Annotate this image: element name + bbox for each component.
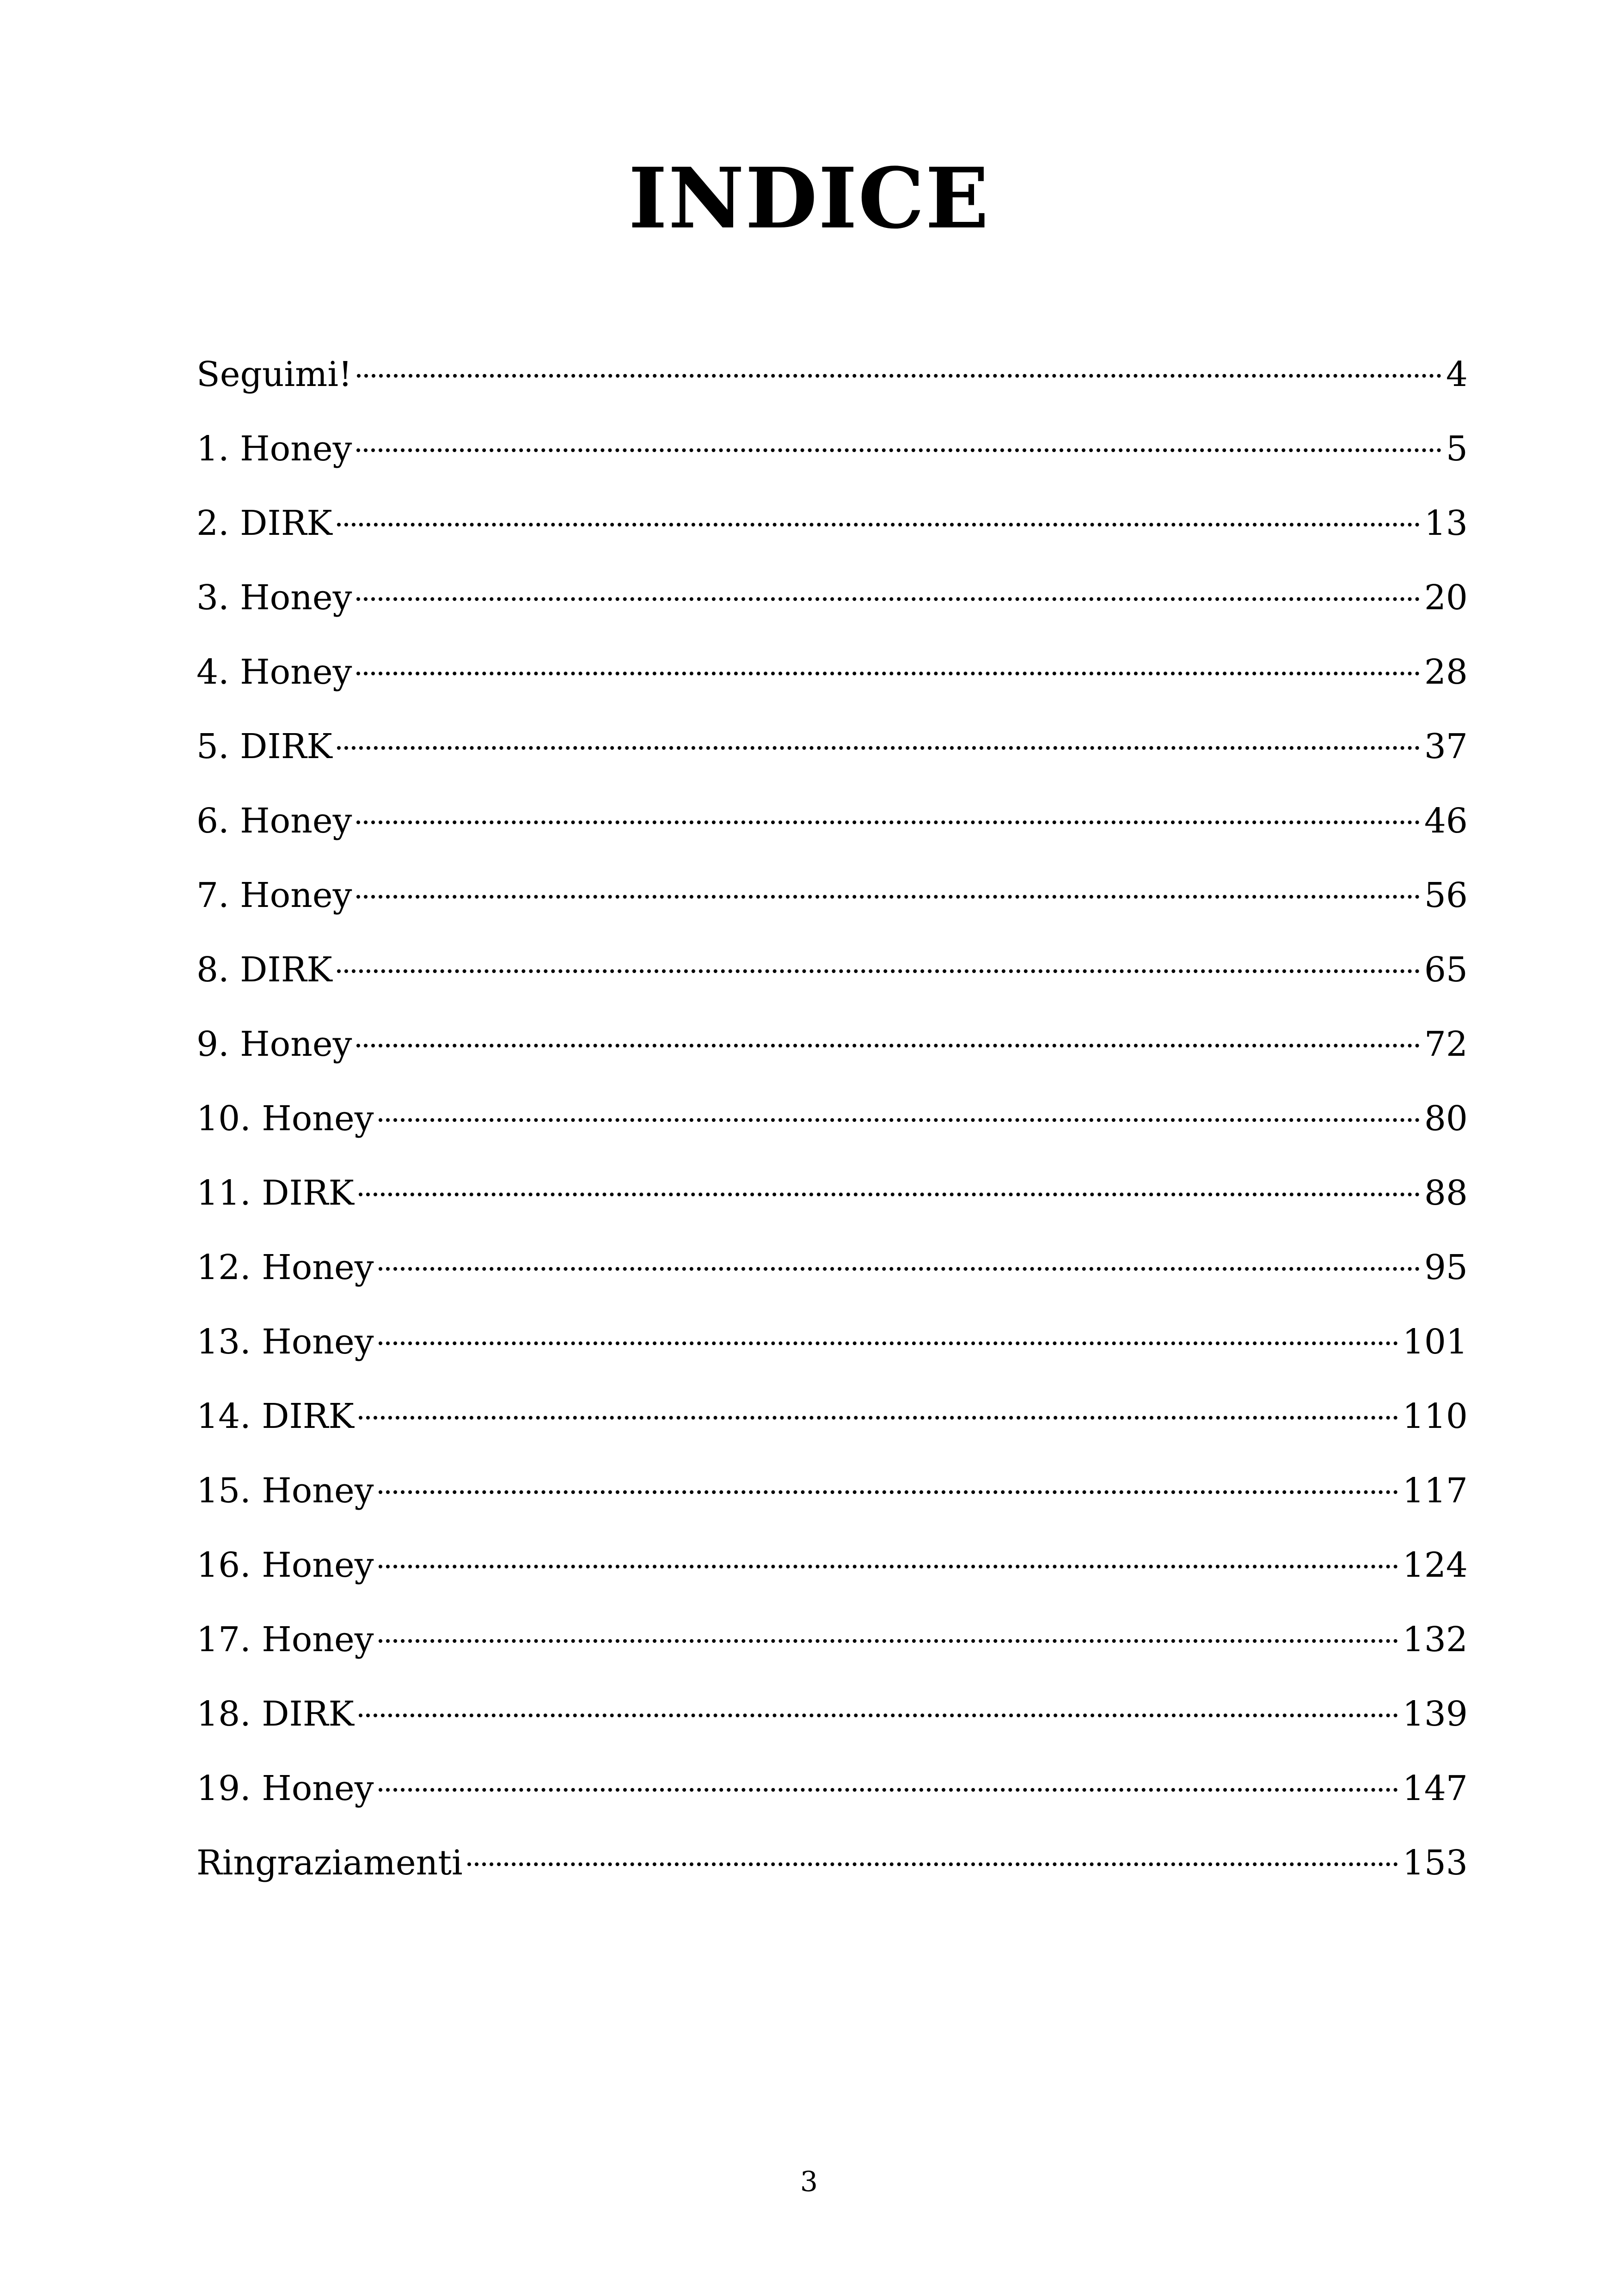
toc-entry-page: 13 — [1424, 503, 1468, 543]
dot-leader — [359, 1193, 1420, 1196]
dot-leader — [359, 1714, 1398, 1717]
toc-entry[interactable] — [196, 1393, 1468, 1468]
toc-entry-page: 101 — [1402, 1322, 1468, 1362]
toc-entry-page: 4 — [1446, 355, 1468, 394]
toc-entry-label: 15. Honey — [196, 1471, 374, 1511]
dot-leader — [337, 969, 1420, 973]
toc-entry[interactable] — [196, 1765, 1468, 1840]
toc-entry-label: 6. Honey — [196, 801, 352, 841]
dot-leader — [379, 1341, 1398, 1345]
dot-leader — [467, 1862, 1398, 1866]
dot-leader — [379, 1565, 1398, 1568]
toc-entry-label: 14. DIRK — [196, 1396, 354, 1436]
toc-entry[interactable] — [196, 798, 1468, 872]
dot-leader — [379, 1118, 1420, 1122]
toc-entry[interactable] — [196, 1319, 1468, 1393]
dot-leader — [356, 597, 1419, 601]
toc-entry-page: 153 — [1402, 1843, 1468, 1883]
toc-entry-label: Ringraziamenti — [196, 1843, 463, 1883]
toc-entry-page: 28 — [1424, 652, 1468, 692]
toc-entry[interactable] — [196, 1616, 1468, 1691]
dot-leader — [379, 1639, 1398, 1643]
toc-entry-label: 17. Honey — [196, 1620, 374, 1659]
toc-entry-label: 18. DIRK — [196, 1694, 354, 1734]
dot-leader — [356, 672, 1419, 675]
toc-entry[interactable] — [196, 1468, 1468, 1542]
toc-entry-page: 5 — [1446, 429, 1468, 469]
dot-leader — [356, 895, 1419, 899]
toc-entry[interactable] — [196, 1021, 1468, 1096]
dot-leader — [379, 1490, 1398, 1494]
toc-entry[interactable] — [196, 351, 1468, 426]
toc-entry-label: 3. Honey — [196, 578, 352, 618]
dot-leader — [357, 374, 1441, 378]
toc-entry-label: 4. Honey — [196, 652, 352, 692]
toc-entry[interactable] — [196, 947, 1468, 1021]
toc-entry-label: 2. DIRK — [196, 503, 332, 543]
toc-entry-page: 46 — [1424, 801, 1468, 841]
toc-entry[interactable] — [196, 575, 1468, 649]
toc-entry-page: 37 — [1424, 727, 1468, 766]
dot-leader — [359, 1416, 1398, 1420]
toc-entry-page: 110 — [1402, 1396, 1468, 1436]
toc-entry[interactable] — [196, 723, 1468, 798]
toc-entry-page: 20 — [1424, 578, 1468, 618]
dot-leader — [356, 448, 1441, 452]
toc-entry-page: 56 — [1424, 876, 1468, 915]
toc-entry-label: 7. Honey — [196, 876, 352, 915]
toc-entry[interactable] — [196, 426, 1468, 500]
dot-leader — [356, 820, 1419, 824]
table-of-contents — [196, 351, 1468, 1914]
page-title: INDICE — [628, 150, 990, 247]
toc-entry-label: 11. DIRK — [196, 1173, 354, 1213]
toc-entry-label: 9. Honey — [196, 1024, 352, 1064]
toc-entry[interactable] — [196, 1840, 1468, 1914]
toc-entry[interactable] — [196, 500, 1468, 575]
toc-entry-label: 8. DIRK — [196, 950, 332, 990]
toc-entry-label: 16. Honey — [196, 1545, 374, 1585]
dot-leader — [337, 523, 1420, 527]
toc-entry-label: Seguimi! — [196, 355, 352, 394]
toc-entry-label: 19. Honey — [196, 1769, 374, 1808]
toc-entry-page: 95 — [1424, 1248, 1468, 1287]
toc-entry-page: 80 — [1424, 1099, 1468, 1139]
toc-entry-page: 65 — [1424, 950, 1468, 990]
toc-entry-label: 1. Honey — [196, 429, 352, 469]
dot-leader — [337, 746, 1420, 750]
toc-entry-page: 147 — [1402, 1769, 1468, 1808]
toc-entry-page: 88 — [1424, 1173, 1468, 1213]
toc-entry[interactable] — [196, 1096, 1468, 1170]
dot-leader — [379, 1267, 1420, 1271]
toc-entry-page: 72 — [1424, 1024, 1468, 1064]
dot-leader — [356, 1044, 1419, 1047]
toc-entry-page: 117 — [1402, 1471, 1468, 1511]
toc-entry-page: 124 — [1402, 1545, 1468, 1585]
toc-entry-page: 132 — [1402, 1620, 1468, 1659]
toc-entry-label: 12. Honey — [196, 1248, 374, 1287]
toc-entry[interactable] — [196, 1244, 1468, 1319]
dot-leader — [379, 1788, 1398, 1792]
toc-entry[interactable] — [196, 1691, 1468, 1765]
toc-entry-page: 139 — [1402, 1694, 1468, 1734]
toc-entry[interactable] — [196, 1170, 1468, 1244]
toc-entry[interactable] — [196, 872, 1468, 947]
page-number: 3 — [800, 2166, 818, 2198]
toc-entry-label: 10. Honey — [196, 1099, 374, 1139]
toc-entry-label: 5. DIRK — [196, 727, 332, 766]
toc-entry[interactable] — [196, 649, 1468, 723]
toc-entry[interactable] — [196, 1542, 1468, 1616]
toc-entry-label: 13. Honey — [196, 1322, 374, 1362]
